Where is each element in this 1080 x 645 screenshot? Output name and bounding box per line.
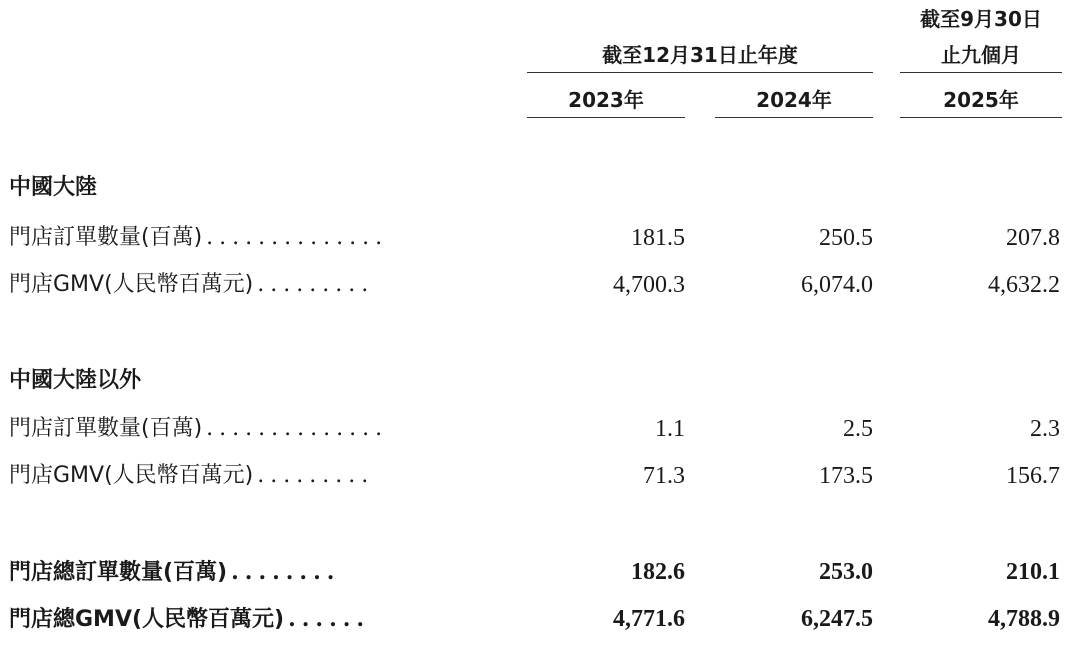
row-label-mainland-gmv — [9, 271, 489, 299]
year-rule-2023 — [527, 117, 685, 118]
value-outside-gmv-2025: 156.7 — [1006, 463, 1060, 489]
value-mainland-orders-2025: 207.8 — [1006, 225, 1060, 251]
row-label-text: 門店GMV(人民幣百萬元) — [9, 463, 254, 488]
row-label-text: 門店訂單數量(百萬) — [9, 225, 203, 250]
header-group-rule — [527, 72, 873, 73]
value-mainland-gmv-2025: 4,632.2 — [988, 272, 1060, 298]
value-total-orders-2025: 210.1 — [1006, 559, 1060, 585]
row-label-text: 門店總訂單數量(百萬) — [9, 560, 228, 585]
section-title-mainland: 中國大陸 — [9, 175, 98, 200]
value-total-orders-2024: 253.0 — [819, 559, 873, 585]
year-rule-2025 — [900, 117, 1062, 118]
value-total-gmv-2025: 4,788.9 — [988, 606, 1060, 632]
value-outside-orders-2025: 2.3 — [1030, 416, 1060, 442]
leader-dots: ...... — [288, 606, 371, 632]
row-label-mainland-orders — [9, 224, 489, 252]
row-label-outside-orders — [9, 415, 489, 443]
value-total-gmv-2023: 4,771.6 — [613, 606, 685, 632]
leader-dots: ......... — [257, 463, 375, 488]
row-label-text: 門店訂單數量(百萬) — [9, 416, 203, 441]
row-label-text: 門店GMV(人民幣百萬元) — [9, 272, 254, 297]
header-fiscal-year-group: 截至12月31日止年度 — [602, 43, 798, 67]
header-year-2025: 2025年 — [943, 88, 1019, 112]
section-title-outside-mainland: 中國大陸以外 — [9, 368, 142, 393]
header-year-2023: 2023年 — [568, 88, 644, 112]
row-label-text: 門店總GMV(人民幣百萬元) — [9, 607, 285, 632]
leader-dots: ........ — [231, 559, 341, 585]
year-rule-2024 — [715, 117, 873, 118]
header-year-2024: 2024年 — [756, 88, 832, 112]
value-outside-orders-2023: 1.1 — [655, 416, 685, 442]
value-outside-orders-2024: 2.5 — [843, 416, 873, 442]
leader-dots: .............. — [206, 225, 389, 250]
header-nine-months-line2: 止九個月 — [941, 43, 1021, 67]
value-total-orders-2023: 182.6 — [631, 559, 685, 585]
value-total-gmv-2024: 6,247.5 — [801, 606, 873, 632]
value-outside-gmv-2023: 71.3 — [643, 463, 685, 489]
value-mainland-orders-2024: 250.5 — [819, 225, 873, 251]
value-mainland-gmv-2023: 4,700.3 — [613, 272, 685, 298]
row-label-total-gmv — [9, 605, 489, 634]
value-mainland-orders-2023: 181.5 — [631, 225, 685, 251]
header-nine-months-line1: 截至9月30日 — [920, 7, 1042, 31]
value-outside-gmv-2024: 173.5 — [819, 463, 873, 489]
row-label-outside-gmv — [9, 462, 489, 490]
leader-dots: ......... — [257, 272, 375, 297]
header-nine-months-rule — [900, 72, 1062, 73]
row-label-total-orders — [9, 558, 489, 587]
leader-dots: .............. — [206, 416, 389, 441]
value-mainland-gmv-2024: 6,074.0 — [801, 272, 873, 298]
